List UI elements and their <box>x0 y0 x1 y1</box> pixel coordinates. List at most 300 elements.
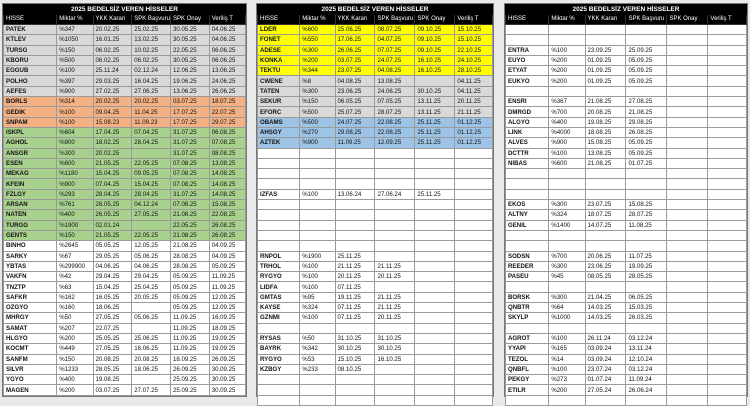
cell-board-decision: 04.06.25 <box>93 261 132 271</box>
cell-distribution-date: 04.06.25 <box>209 25 245 35</box>
cell-distribution-date: 05.09.25 <box>209 261 245 271</box>
cell-board-decision: 18.08.25 <box>585 127 626 137</box>
col-header-amount: Miktar % <box>300 15 335 25</box>
cell-distribution-date: 01.12.25 <box>455 127 493 137</box>
cell-stock: KFEIN <box>4 179 57 189</box>
cell-stock: KOCMT <box>4 344 57 354</box>
table-row <box>506 200 747 210</box>
cell-distribution-date <box>708 127 747 137</box>
table-title: 2025 BEDELSİZ VEREN HİSSELER <box>258 5 493 15</box>
cell-amount: %604 <box>57 127 93 137</box>
cell-spk-approval: 11.09.25 <box>170 313 209 323</box>
cell-board-decision <box>585 189 626 199</box>
col-header-board-decision: YKK Kararı <box>585 15 626 25</box>
cell-amount: %64 <box>549 303 585 313</box>
table-row <box>4 251 246 261</box>
table-row <box>4 220 246 230</box>
table-row <box>506 241 747 251</box>
table-row <box>4 45 246 55</box>
cell-amount: %200 <box>549 76 585 86</box>
cell-amount: %300 <box>549 292 585 302</box>
cell-amount: %200 <box>549 66 585 76</box>
cell-distribution-date <box>455 210 493 220</box>
cell-stock: TNZTP <box>4 282 57 292</box>
cell-spk-approval <box>415 272 455 282</box>
cell-distribution-date <box>708 364 747 374</box>
table-row <box>4 364 246 374</box>
cell-spk-approval <box>667 323 708 333</box>
cell-spk-approval <box>415 395 455 405</box>
cell-board-decision <box>585 282 626 292</box>
cell-amount: %500 <box>57 55 93 65</box>
cell-spk-application: 29.04.25 <box>132 272 171 282</box>
cell-board-decision: 08.10.25 <box>335 364 375 374</box>
table-row <box>506 282 747 292</box>
cell-amount: %160 <box>57 303 93 313</box>
cell-stock: EUYO <box>506 55 549 65</box>
cell-board-decision <box>585 323 626 333</box>
cell-amount <box>300 220 335 230</box>
cell-spk-application: 26.06.24 <box>626 385 667 395</box>
cell-board-decision <box>335 230 375 240</box>
cell-spk-approval: 31.07.25 <box>170 127 209 137</box>
cell-spk-application <box>375 148 415 158</box>
cell-spk-application <box>626 35 667 45</box>
cell-distribution-date <box>708 261 747 271</box>
cell-spk-application: 02.12.24 <box>132 66 171 76</box>
cell-distribution-date <box>708 97 747 107</box>
cell-amount: %400 <box>57 375 93 385</box>
cell-spk-approval <box>415 282 455 292</box>
cell-amount: %8 <box>300 76 335 86</box>
table-row <box>4 179 246 189</box>
cell-amount: %600 <box>549 158 585 168</box>
cell-distribution-date <box>708 158 747 168</box>
cell-amount: %300 <box>549 261 585 271</box>
table-row <box>506 138 747 148</box>
cell-spk-approval: 30.10.25 <box>415 86 455 96</box>
cell-spk-application <box>626 25 667 35</box>
cell-spk-approval: 09.10.25 <box>415 25 455 35</box>
cell-spk-approval <box>667 55 708 65</box>
cell-spk-application: 21.11.25 <box>375 303 415 313</box>
cell-stock: KTLEV <box>4 35 57 45</box>
cell-board-decision: 06.02.25 <box>93 45 132 55</box>
table-row <box>4 127 246 137</box>
table-row <box>4 107 246 117</box>
table-row <box>506 210 747 220</box>
cell-amount <box>300 385 335 395</box>
cell-stock: TEKTU <box>258 66 300 76</box>
cell-distribution-date <box>455 148 493 158</box>
cell-spk-application <box>375 169 415 179</box>
cell-spk-application: 16.06.25 <box>132 344 171 354</box>
cell-amount <box>300 169 335 179</box>
cell-distribution-date <box>708 354 747 364</box>
cell-board-decision: 19.08.25 <box>585 117 626 127</box>
cell-spk-approval <box>667 66 708 76</box>
cell-spk-application <box>375 220 415 230</box>
table-row <box>258 385 493 395</box>
cell-amount: %293 <box>57 189 93 199</box>
cell-spk-approval <box>667 35 708 45</box>
cell-stock: AEFES <box>4 86 57 96</box>
table-row <box>258 107 493 117</box>
cell-stock: GZNMI <box>258 313 300 323</box>
cell-spk-application <box>375 375 415 385</box>
cell-stock: QNBFL <box>506 364 549 374</box>
cell-spk-approval: 16.10.25 <box>415 55 455 65</box>
cell-board-decision: 23.07.25 <box>335 66 375 76</box>
cell-board-decision: 13.06.24 <box>335 189 375 199</box>
col-header-amount: Miktar % <box>57 15 93 25</box>
cell-spk-approval <box>415 344 455 354</box>
cell-spk-approval <box>667 169 708 179</box>
cell-stock: SILVR <box>4 364 57 374</box>
cell-board-decision: 01.07.24 <box>585 375 626 385</box>
cell-stock: TATEN <box>258 86 300 96</box>
cell-board-decision <box>335 169 375 179</box>
cell-spk-application <box>626 179 667 189</box>
cell-spk-application: 15.03.25 <box>626 303 667 313</box>
cell-amount: %550 <box>300 35 335 45</box>
cell-stock: KZBGY <box>258 364 300 374</box>
cell-spk-application <box>626 323 667 333</box>
cell-distribution-date: 04.09.25 <box>209 241 245 251</box>
cell-spk-approval <box>667 179 708 189</box>
cell-distribution-date: 04.11.25 <box>455 86 493 96</box>
cell-board-decision: 11.09.25 <box>335 138 375 148</box>
table-row <box>506 107 747 117</box>
cell-amount: %400 <box>549 117 585 127</box>
cell-amount: %367 <box>549 97 585 107</box>
cell-board-decision <box>585 86 626 96</box>
cell-distribution-date: 01.12.25 <box>455 138 493 148</box>
col-header-distribution-date: Veriliş T <box>708 15 747 25</box>
table-row <box>258 200 493 210</box>
table-row <box>506 230 747 240</box>
cell-amount: %400 <box>57 210 93 220</box>
table-row <box>258 241 493 251</box>
table-row <box>4 86 246 96</box>
cell-board-decision <box>335 375 375 385</box>
table-row <box>258 55 493 65</box>
cell-spk-approval: 07.08.25 <box>170 179 209 189</box>
cell-board-decision: 20.11.25 <box>335 272 375 282</box>
cell-distribution-date: 04.06.25 <box>209 35 245 45</box>
cell-spk-application: 21.11.25 <box>375 292 415 302</box>
cell-spk-approval: 21.08.25 <box>170 230 209 240</box>
cell-board-decision: 01.09.25 <box>585 55 626 65</box>
cell-amount: %1180 <box>57 169 93 179</box>
cell-distribution-date <box>455 272 493 282</box>
cell-stock <box>506 282 549 292</box>
cell-amount: %2645 <box>57 241 93 251</box>
cell-spk-approval <box>415 169 455 179</box>
cell-board-decision: 15.08.25 <box>585 138 626 148</box>
cell-stock: NIBAS <box>506 158 549 168</box>
table-row <box>506 66 747 76</box>
cell-distribution-date <box>708 55 747 65</box>
cell-spk-approval <box>667 107 708 117</box>
cell-amount <box>549 86 585 96</box>
table-row <box>506 261 747 271</box>
cell-spk-application: 27.05.25 <box>132 210 171 220</box>
table-row <box>4 76 246 86</box>
cell-stock: LIDFA <box>258 282 300 292</box>
cell-spk-application: 25.02.25 <box>132 25 171 35</box>
cell-amount <box>549 35 585 45</box>
cell-amount: %300 <box>300 86 335 96</box>
cell-board-decision: 23.07.24 <box>585 364 626 374</box>
cell-stock: TEZOL <box>506 354 549 364</box>
cell-spk-application: 16.10.25 <box>375 354 415 364</box>
cell-distribution-date: 14.08.25 <box>209 179 245 189</box>
cell-amount: %300 <box>549 200 585 210</box>
cell-spk-application: 05.09.25 <box>626 138 667 148</box>
cell-board-decision: 25.11.25 <box>335 251 375 261</box>
cell-distribution-date: 18.07.25 <box>209 97 245 107</box>
cell-stock: BORSK <box>506 292 549 302</box>
cell-amount: %63 <box>57 282 93 292</box>
cell-amount: %100 <box>549 333 585 343</box>
cell-spk-approval <box>415 385 455 395</box>
cell-distribution-date <box>455 292 493 302</box>
cell-board-decision: 03.09.24 <box>585 344 626 354</box>
cell-spk-application: 24.06.25 <box>375 86 415 96</box>
cell-distribution-date <box>455 385 493 395</box>
cell-board-decision: 21.08.25 <box>585 97 626 107</box>
cell-stock <box>506 241 549 251</box>
cell-amount: %150 <box>300 97 335 107</box>
cell-spk-application <box>132 303 171 313</box>
cell-amount: %300 <box>300 45 335 55</box>
cell-distribution-date <box>708 117 747 127</box>
table-title: 2025 BEDELSİZ VEREN HİSSELER <box>506 5 747 15</box>
cell-amount <box>549 241 585 251</box>
cell-board-decision: 21.11.25 <box>335 261 375 271</box>
cell-board-decision: 20.06.25 <box>585 251 626 261</box>
cell-board-decision: 25.07.25 <box>335 107 375 117</box>
table-row <box>258 169 493 179</box>
table-row <box>506 220 747 230</box>
cell-spk-approval: 26.09.25 <box>170 364 209 374</box>
cell-stock: LDER <box>258 25 300 35</box>
table-row <box>4 210 246 220</box>
cell-distribution-date: 28.10.25 <box>455 66 493 76</box>
cell-amount <box>549 395 585 405</box>
cell-spk-application: 12.09.25 <box>375 138 415 148</box>
cell-amount: %600 <box>300 25 335 35</box>
cell-board-decision <box>585 241 626 251</box>
col-header-spk-application: SPK Başvuru <box>132 15 171 25</box>
cell-amount: %162 <box>57 292 93 302</box>
cell-stock: PEKGY <box>506 375 549 385</box>
cell-board-decision: 24.07.25 <box>335 117 375 127</box>
table-row <box>258 313 493 323</box>
cell-spk-application: 20.08.25 <box>132 354 171 364</box>
cell-amount: %100 <box>549 45 585 55</box>
cell-spk-application: 04.07.25 <box>375 35 415 45</box>
cell-distribution-date <box>455 354 493 364</box>
cell-spk-application <box>375 230 415 240</box>
cell-amount: %347 <box>57 25 93 35</box>
cell-distribution-date <box>455 200 493 210</box>
cell-distribution-date <box>708 169 747 179</box>
table-row <box>506 395 747 405</box>
cell-spk-approval <box>415 333 455 343</box>
cell-board-decision: 16.01.25 <box>93 35 132 45</box>
table-row <box>258 230 493 240</box>
cell-spk-application: 20.05.25 <box>132 292 171 302</box>
cell-board-decision: 14.03.25 <box>585 303 626 313</box>
cell-board-decision: 17.04.25 <box>93 127 132 137</box>
table-row <box>258 97 493 107</box>
cell-distribution-date: 22.08.25 <box>209 210 245 220</box>
cell-stock <box>258 158 300 168</box>
cell-amount: %900 <box>57 86 93 96</box>
cell-distribution-date: 24.10.25 <box>455 55 493 65</box>
stock-table-3 <box>505 4 747 406</box>
table-row <box>506 55 747 65</box>
cell-stock: KBORU <box>4 55 57 65</box>
cell-board-decision: 23.06.25 <box>585 261 626 271</box>
cell-stock: AHSGY <box>258 127 300 137</box>
cell-distribution-date: 26.08.25 <box>209 220 245 230</box>
cell-spk-application: 27.06.25 <box>132 86 171 96</box>
cell-stock <box>506 86 549 96</box>
cell-spk-approval <box>415 261 455 271</box>
cell-spk-approval <box>667 25 708 35</box>
cell-amount: %100 <box>57 66 93 76</box>
cell-board-decision: 16.05.25 <box>93 292 132 302</box>
cell-spk-application: 05.06.25 <box>132 251 171 261</box>
cell-spk-application <box>626 241 667 251</box>
table-row <box>506 251 747 261</box>
cell-stock: ALTNY <box>506 210 549 220</box>
cell-distribution-date: 12.09.25 <box>209 303 245 313</box>
cell-amount: %324 <box>300 303 335 313</box>
cell-spk-application <box>626 86 667 96</box>
table-row <box>506 292 747 302</box>
cell-spk-approval <box>415 230 455 240</box>
cell-spk-application: 26.03.25 <box>626 313 667 323</box>
cell-spk-approval: 17.07.25 <box>170 107 209 117</box>
cell-amount: %50 <box>57 313 93 323</box>
cell-amount <box>549 282 585 292</box>
cell-distribution-date: 14.08.25 <box>209 189 245 199</box>
table-row <box>506 158 747 168</box>
cell-amount: %100 <box>57 117 93 127</box>
cell-stock <box>258 148 300 158</box>
cell-distribution-date <box>708 220 747 230</box>
cell-spk-approval <box>667 292 708 302</box>
cell-amount <box>300 179 335 189</box>
cell-stock <box>258 179 300 189</box>
cell-spk-approval: 30.05.25 <box>170 35 209 45</box>
table-row <box>4 138 246 148</box>
cell-distribution-date <box>455 323 493 333</box>
cell-amount <box>300 323 335 333</box>
col-header-spk-approval: SPK Onay <box>415 15 455 25</box>
cell-spk-approval: 21.08.25 <box>170 241 209 251</box>
cell-amount: %700 <box>549 251 585 261</box>
cell-spk-application: 05.09.25 <box>626 55 667 65</box>
cell-distribution-date <box>708 230 747 240</box>
cell-distribution-date <box>455 241 493 251</box>
cell-distribution-date: 14.08.25 <box>209 169 245 179</box>
cell-spk-approval <box>667 251 708 261</box>
cell-spk-approval <box>667 200 708 210</box>
cell-spk-approval <box>415 354 455 364</box>
cell-amount: %150 <box>57 45 93 55</box>
table-row <box>4 35 246 45</box>
cell-board-decision: 14.03.25 <box>585 313 626 323</box>
cell-amount: %95 <box>300 292 335 302</box>
cell-spk-application: 12.05.25 <box>132 241 171 251</box>
cell-stock: SNPAM <box>4 117 57 127</box>
cell-spk-application: 27.08.25 <box>626 97 667 107</box>
cell-spk-approval <box>415 323 455 333</box>
cell-board-decision: 28.04.25 <box>93 189 132 199</box>
cell-stock: ARSAN <box>4 200 57 210</box>
cell-board-decision: 15.04.25 <box>93 169 132 179</box>
cell-stock <box>258 395 300 405</box>
cell-stock: EUKYO <box>506 76 549 86</box>
cell-spk-approval <box>415 251 455 261</box>
cell-stock: BINHO <box>4 241 57 251</box>
cell-distribution-date: 30.09.25 <box>209 364 245 374</box>
cell-distribution-date <box>455 261 493 271</box>
cell-spk-application <box>375 364 415 374</box>
cell-spk-approval: 25.09.25 <box>170 385 209 395</box>
cell-amount <box>549 25 585 35</box>
cell-spk-approval: 12.06.25 <box>170 66 209 76</box>
col-header-stock: HİSSE <box>4 15 57 25</box>
cell-spk-application: 28.05.25 <box>626 272 667 282</box>
cell-board-decision: 27.05.24 <box>585 385 626 395</box>
cell-spk-approval: 13.06.25 <box>170 86 209 96</box>
table-row <box>506 86 747 96</box>
cell-board-decision: 21.04.25 <box>585 292 626 302</box>
cell-spk-application: 19.09.25 <box>626 261 667 271</box>
cell-spk-application: 26.08.25 <box>626 127 667 137</box>
cell-board-decision: 18.06.25 <box>93 303 132 313</box>
cell-amount: %14 <box>549 354 585 364</box>
cell-amount <box>549 179 585 189</box>
table-row <box>4 97 246 107</box>
table-row <box>4 230 246 240</box>
table-row <box>258 282 493 292</box>
cell-amount <box>300 158 335 168</box>
cell-spk-application: 27.07.25 <box>132 385 171 395</box>
cell-spk-approval: 11.09.25 <box>170 323 209 333</box>
cell-stock: GENIL <box>506 220 549 230</box>
cell-spk-approval <box>667 45 708 55</box>
cell-stock: ETILR <box>506 385 549 395</box>
cell-distribution-date: 30.09.25 <box>209 375 245 385</box>
table-row <box>4 344 246 354</box>
cell-board-decision: 18.02.25 <box>93 138 132 148</box>
cell-stock: GEDIK <box>4 107 57 117</box>
cell-stock: BORLS <box>4 97 57 107</box>
cell-stock: TURSG <box>4 45 57 55</box>
cell-spk-application <box>132 323 171 333</box>
cell-amount: %700 <box>549 107 585 117</box>
cell-distribution-date <box>455 179 493 189</box>
cell-board-decision: 25.06.25 <box>335 25 375 35</box>
table-row <box>506 179 747 189</box>
